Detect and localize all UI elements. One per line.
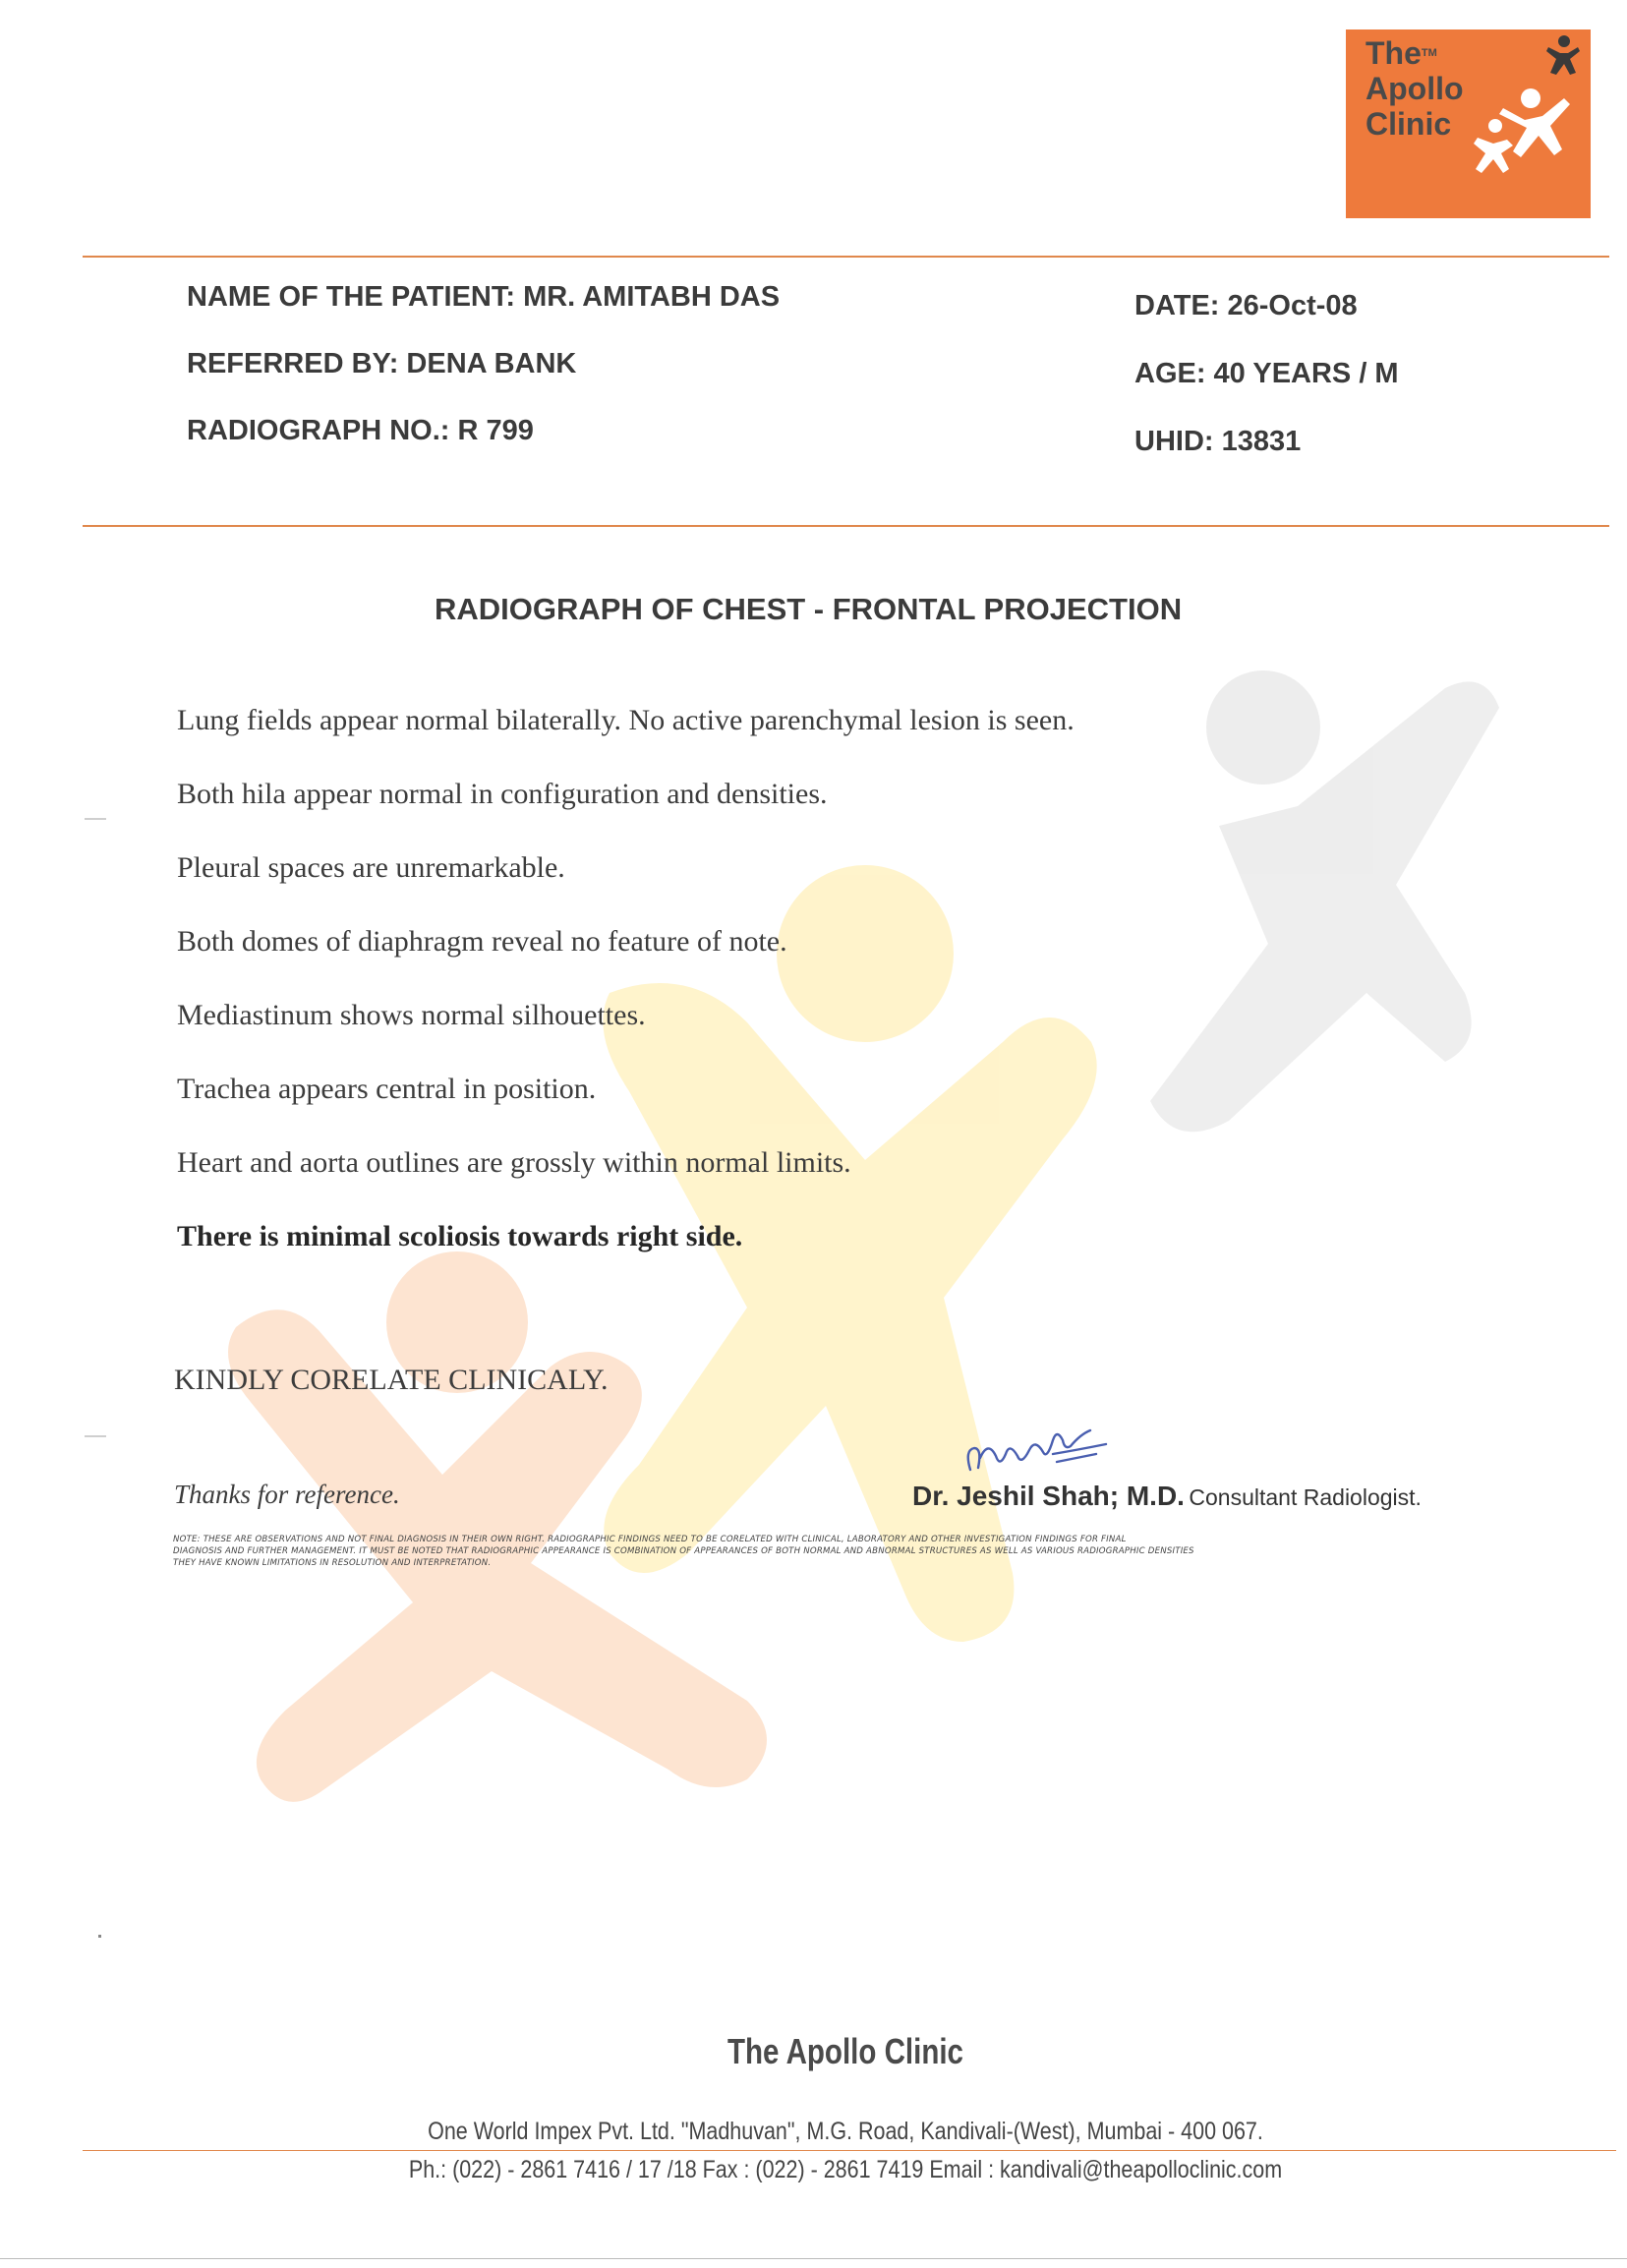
patient-name: NAME OF THE PATIENT: MR. AMITABH DAS: [187, 281, 781, 313]
finding-hila: Both hila appear normal in configuration and densities.: [177, 778, 828, 810]
footer-separator: [83, 2150, 1616, 2151]
disclaimer-note: [173, 1534, 1490, 1569]
scan-artifact: [85, 1435, 106, 1437]
patient-age: AGE: 40 YEARS / M: [1134, 358, 1399, 389]
apollo-clinic-logo: [1346, 29, 1591, 218]
watermark-gray-figure: [1150, 670, 1499, 1132]
page-bottom-edge: [0, 2258, 1627, 2259]
doctor-role: Consultant Radiologist.: [1189, 1484, 1422, 1510]
finding-mediastinum: Mediastinum shows normal silhouettes.: [177, 999, 646, 1031]
report-title: RADIOGRAPH OF CHEST - FRONTAL PROJECTION: [435, 592, 1183, 626]
logo-line3: Clinic: [1366, 106, 1452, 142]
doctor-signature: [959, 1411, 1126, 1489]
kindly-correlate: KINDLY CORELATE CLINICALY.: [174, 1364, 609, 1396]
header-separator: [83, 256, 1609, 258]
patient-uhid: UHID: 13831: [1134, 426, 1302, 457]
logo-figures-icon: [1346, 29, 1591, 218]
finding-pleural: Pleural spaces are unremarkable.: [177, 851, 565, 884]
logo-line2: Apollo: [1366, 71, 1464, 106]
note-line-1: NOTE: THESE ARE OBSERVATIONS AND NOT FINAL DIAGNOSIS IN THEIR OWN RIGHT. RADIOGRAPHIC FINDINGS NEED TO BE CORELATED WITH CLINICAL, LABORATORY AND OTHER INVESTIGATION FINDINGS FOR FINAL: [173, 1535, 1127, 1544]
info-separator: [83, 525, 1609, 527]
watermark-yellow-figure: [603, 865, 1096, 1642]
footer-contact: Ph.: (022) - 2861 7416 / 17 /18 Fax : (022) - 2861 7419 Email : kandivali@theapolloclinic.com: [408, 2156, 1283, 2183]
logo-tm: TM: [1421, 47, 1437, 59]
footer-address: One World Impex Pvt. Ltd. "Madhuvan", M.G. Road, Kandivali-(West), Mumbai - 400 067.: [428, 2118, 1263, 2145]
finding-trachea: Trachea appears central in position.: [177, 1073, 597, 1105]
finding-lung-fields: Lung fields appear normal bilaterally. No active parenchymal lesion is seen.: [177, 704, 1075, 736]
note-line-2: DIAGNOSIS AND FURTHER MANAGEMENT. IT MUST BE NOTED THAT RADIOGRAPHIC APPEARANCE IS COMBINATION OF APPEARANCES OF BOTH NORMAL AND ABNORMAL STRUCTURES AS WELL AS VARIOUS RADIOGRAPHIC DENSITIES: [173, 1546, 1194, 1556]
finding-diaphragm: Both domes of diaphragm reveal no feature of note.: [177, 925, 787, 958]
report-date: DATE: 26-Oct-08: [1134, 290, 1358, 321]
referred-by: REFERRED BY: DENA BANK: [187, 348, 577, 379]
radiograph-number: RADIOGRAPH NO.: R 799: [187, 415, 534, 446]
doctor-signature-block: [912, 1481, 1422, 1512]
finding-heart-aorta: Heart and aorta outlines are grossly within normal limits.: [177, 1146, 851, 1179]
doctor-name: Dr. Jeshil Shah; M.D.: [912, 1481, 1185, 1511]
note-line-3: THEY HAVE KNOWN LIMITATIONS IN RESOLUTION AND INTERPRETATION.: [173, 1558, 492, 1568]
scan-artifact: [98, 1935, 101, 1938]
footer-clinic-name: The Apollo Clinic: [726, 2031, 963, 2071]
logo-line1: The: [1366, 35, 1422, 71]
scan-artifact: [85, 818, 106, 820]
thanks-for-reference: Thanks for reference.: [174, 1480, 400, 1509]
finding-scoliosis: There is minimal scoliosis towards right side.: [177, 1220, 743, 1252]
